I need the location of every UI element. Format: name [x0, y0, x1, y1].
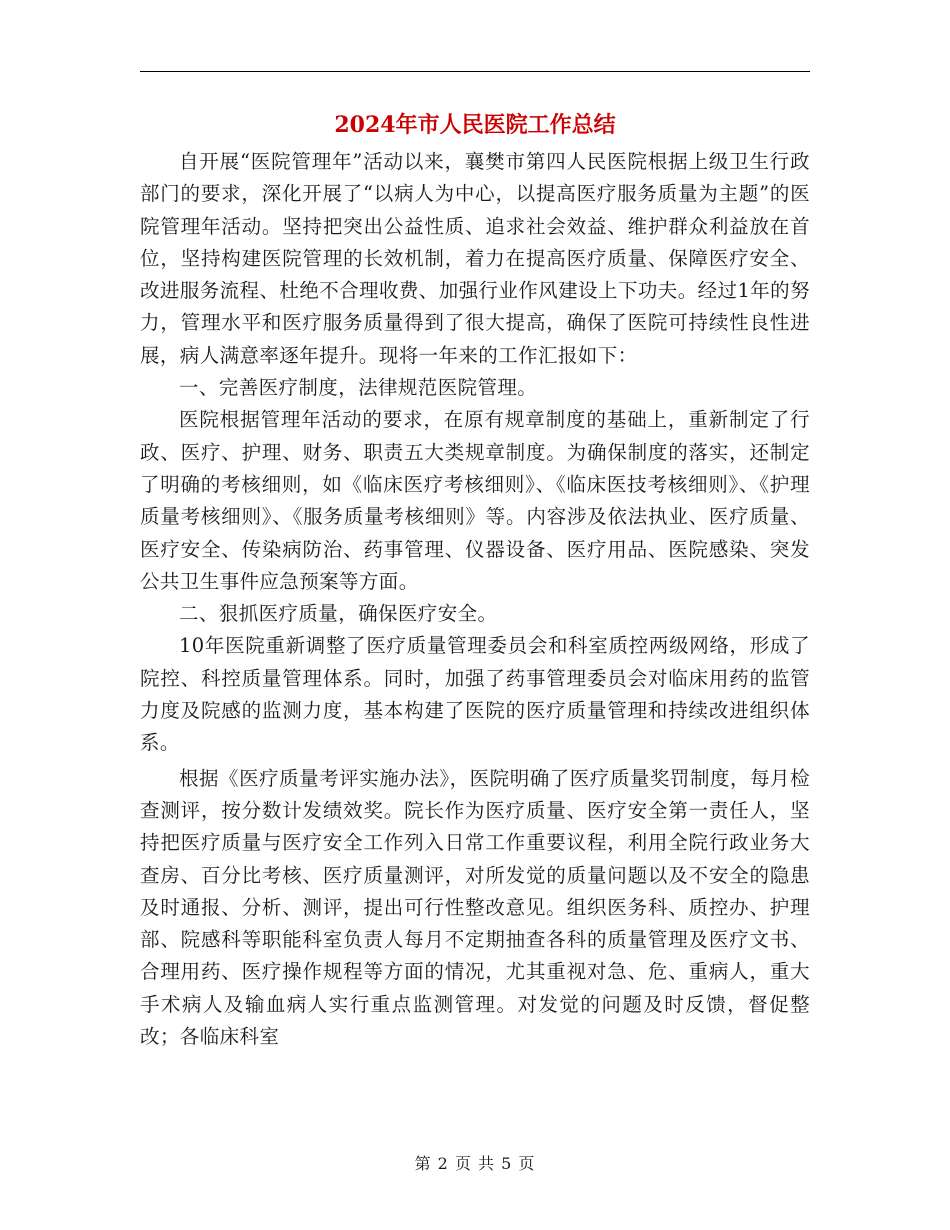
paragraph-quality-evaluation: 根据《医疗质量考评实施办法》，医院明确了医疗质量奖罚制度，每月检查测评，按分数计发绩效奖。院长作为医疗质量、医疗安全第一责任人，坚持把医疗质量与医疗安全工作列入日常工作重要议程，利用全院行政业务大查房、百分比考核、医疗质量测评，对所发觉的质量问题以及不安全的隐患及时通报、分析、测评，提出可行性整改意见。组织医务科、质控办、护理部、院感科等职能科室负责人每月不定期抽查各科的质量管理及医疗文书、合理用药、医疗操作规程等方面的情况，尤其重视对急、危、重病人，重大手术病人及输血病人实行重点监测管理。对发觉的问题及时反馈，督促整改；各临床科室 [140, 766, 810, 1049]
paragraph-intro: 自开展“医院管理年”活动以来，襄樊市第四人民医院根据上级卫生行政部门的要求，深化开展了“以病人为中心，以提高医疗服务质量为主题”的医院管理年活动。坚持把突出公益性质、追求社会效益、维护群众利益放在首位，坚持构建医院管理的长效机制，着力在提高医疗质量、保障医疗安全、改进服务流程、杜绝不合理收费、加强行业作风建设上下功夫。经过1年的努力，管理水平和医疗服务质量得到了很大提高，确保了医院可持续性良性进展，病人满意率逐年提升。现将一年来的工作汇报如下： [140, 150, 810, 367]
document-body [140, 146, 810, 1053]
section-heading-2: 二、狠抓医疗质量，确保医疗安全。 [179, 602, 498, 626]
paragraph-quality-network: 10年医院重新调整了医疗质量管理委员会和科室质控两级网络，形成了院控、科控质量管理体系。同时，加强了药事管理委员会对临床用药的监管力度及院感的监测力度，基本构建了医院的医疗质量管理和持续改进组织体系。 [140, 634, 810, 755]
page-footer: 第 2 页 共 5 页 [414, 1154, 536, 1173]
header-rule [140, 71, 810, 72]
paragraph-regulations: 医院根据管理年活动的要求，在原有规章制度的基础上，重新制定了行政、医疗、护理、财务、职责五大类规章制度。为确保制度的落实，还制定了明确的考核细则，如《临床医疗考核细则》、《临床医技考核细则》、《护理质量考核细则》、《服务质量考核细则》等。内容涉及依法执业、医疗质量、医疗安全、传染病防治、药事管理、仪器设备、医疗用品、医院感染、突发公共卫生事件应急预案等方面。 [140, 408, 810, 593]
section-heading-1: 一、完善医疗制度，法律规范医院管理。 [179, 376, 538, 400]
document-title: 2024年市人民医院工作总结 [334, 112, 616, 138]
